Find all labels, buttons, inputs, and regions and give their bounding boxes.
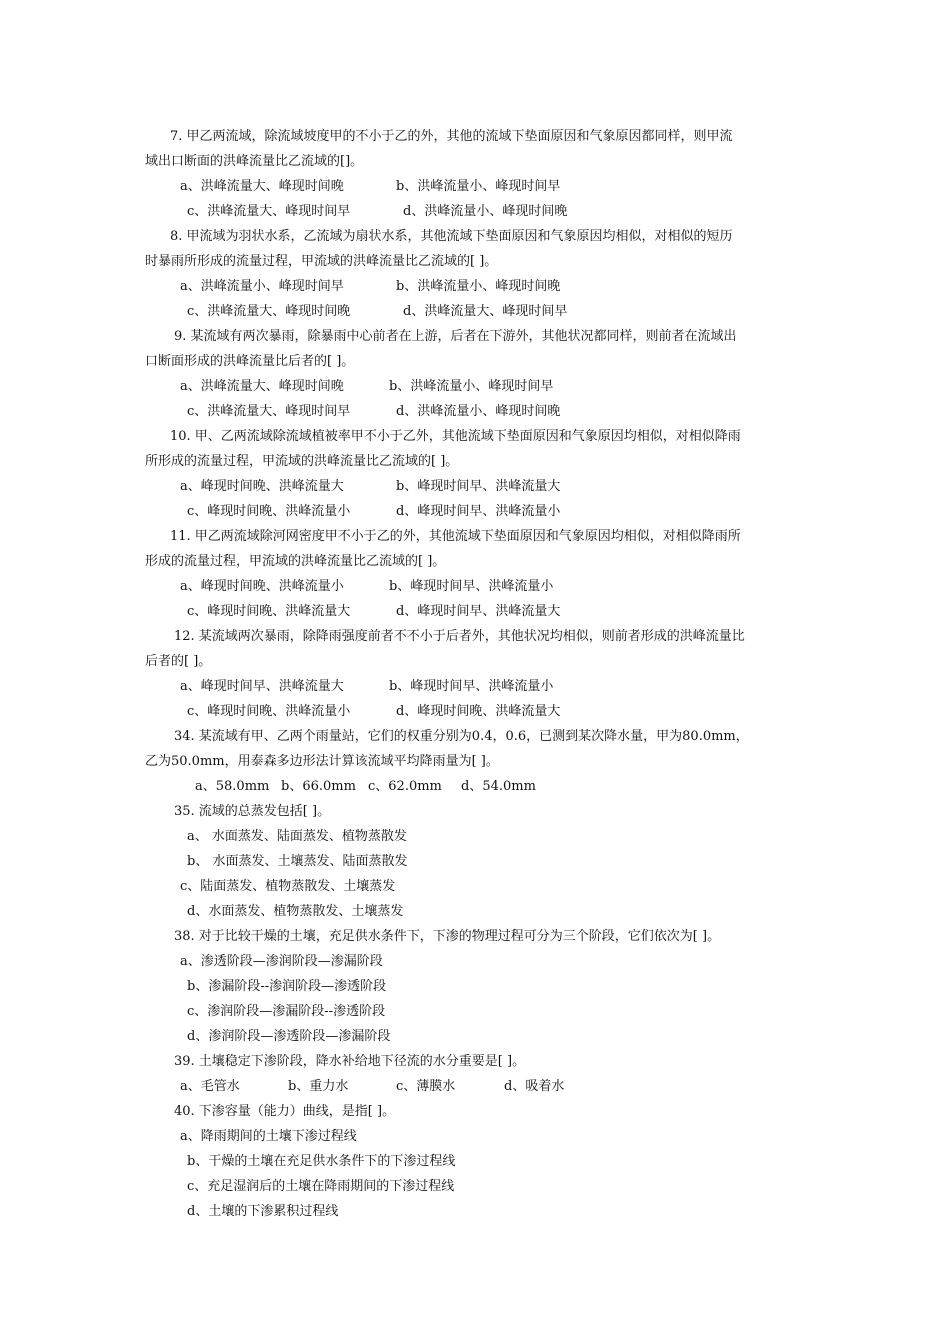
question-10-option-a: a、峰现时间晚、洪峰流量大 bbox=[180, 479, 344, 494]
question-11-option-a: a、峰现时间晚、洪峰流量小 bbox=[180, 579, 344, 594]
question-38-option-a: a、渗透阶段—渗润阶段—渗漏阶段 bbox=[180, 954, 383, 969]
question-38-option-c: c、渗润阶段—渗漏阶段--渗透阶段 bbox=[187, 1004, 386, 1019]
question-34-option-a: a、58.0mm bbox=[195, 779, 270, 794]
question-9-line-1: 9. 某流域有两次暴雨，除暴雨中心前者在上游，后者在下游外，其他状况都同样，则前者在流域出 bbox=[174, 329, 737, 344]
question-12-option-c: c、峰现时间晚、洪峰流量小 bbox=[187, 704, 351, 719]
question-10-option-d: d、峰现时间早、洪峰流量小 bbox=[396, 504, 561, 519]
question-34-line-2: 乙为50.0mm，用泰森多边形法计算该流域平均降雨量为[ ]。 bbox=[145, 754, 499, 769]
question-39-line-1: 39. 土壤稳定下渗阶段，降水补给地下径流的水分重要是[ ]。 bbox=[174, 1054, 526, 1069]
question-11-option-b: b、峰现时间早、洪峰流量小 bbox=[389, 579, 554, 594]
question-35-line-1: 35. 流域的总蒸发包括[ ]。 bbox=[174, 804, 331, 819]
question-8-option-c: c、洪峰流量大、峰现时间晚 bbox=[187, 304, 351, 319]
question-9-option-a: a、洪峰流量大、峰现时间晚 bbox=[180, 379, 344, 394]
question-9-option-d: d、洪峰流量小、峰现时间晚 bbox=[396, 404, 561, 419]
question-34-line-1: 34. 某流域有甲、乙两个雨量站，它们的权重分别为0.4，0.6，已测到某次降水量，甲为80.0mm， bbox=[174, 729, 749, 744]
question-8-option-d: d、洪峰流量大、峰现时间早 bbox=[403, 304, 568, 319]
question-40-option-b: b、干燥的土壤在充足供水条件下的下渗过程线 bbox=[187, 1154, 456, 1169]
question-9-line-2: 口断面形成的洪峰流量比后者的[ ]。 bbox=[145, 354, 355, 369]
question-38-option-d: d、渗润阶段—渗透阶段—渗漏阶段 bbox=[187, 1029, 391, 1044]
question-12-option-d: d、峰现时间晚、洪峰流量大 bbox=[396, 704, 561, 719]
question-8-line-2: 时暴雨所形成的流量过程，甲流域的洪峰流量比乙流域的[ ]。 bbox=[145, 254, 498, 269]
question-39-option-d: d、吸着水 bbox=[504, 1079, 565, 1094]
question-9-option-b: b、洪峰流量小、峰现时间早 bbox=[389, 379, 554, 394]
question-40-option-a: a、降雨期间的土壤下渗过程线 bbox=[180, 1129, 357, 1144]
question-8-line-1: 8. 甲流域为羽状水系，乙流域为扇状水系，其他流域下垫面原因和气象原因均相似，对相似的短历 bbox=[170, 229, 733, 244]
question-35-option-d: d、水面蒸发、植物蒸散发、土壤蒸发 bbox=[187, 904, 404, 919]
question-38-option-b: b、渗漏阶段--渗润阶段—渗透阶段 bbox=[187, 979, 387, 994]
question-39-option-b: b、重力水 bbox=[288, 1079, 349, 1094]
question-10-line-2: 所形成的流量过程，甲流域的洪峰流量比乙流域的[ ]。 bbox=[145, 454, 459, 469]
question-7-option-d: d、洪峰流量小、峰现时间晚 bbox=[403, 204, 568, 219]
question-7-line-1: 7. 甲乙两流域，除流域坡度甲的不小于乙的外，其他的流域下垫面原因和气象原因都同样，则甲流 bbox=[170, 129, 733, 144]
question-7-option-b: b、洪峰流量小、峰现时间早 bbox=[396, 179, 561, 194]
question-40-option-d: d、土壤的下渗累积过程线 bbox=[187, 1204, 339, 1219]
question-34-option-b: b、66.0mm bbox=[281, 779, 356, 794]
question-9-option-c: c、洪峰流量大、峰现时间早 bbox=[187, 404, 351, 419]
question-40-option-c: c、充足湿润后的土壤在降雨期间的下渗过程线 bbox=[187, 1179, 455, 1194]
question-34-option-c: c、62.0mm bbox=[368, 779, 442, 794]
question-39-option-c: c、薄膜水 bbox=[396, 1079, 456, 1094]
question-10-option-b: b、峰现时间早、洪峰流量大 bbox=[396, 479, 561, 494]
question-11-line-2: 形成的流量过程，甲流域的洪峰流量比乙流域的[ ]。 bbox=[145, 554, 446, 569]
question-40-line-1: 40. 下渗容量（能力）曲线，是指[ ]。 bbox=[174, 1104, 396, 1119]
question-39-option-a: a、毛管水 bbox=[180, 1079, 240, 1094]
question-12-option-a: a、峰现时间早、洪峰流量大 bbox=[180, 679, 344, 694]
question-8-option-a: a、洪峰流量小、峰现时间早 bbox=[180, 279, 344, 294]
question-38-line-1: 38. 对于比较干燥的土壤，充足供水条件下，下渗的物理过程可分为三个阶段，它们依次为[ ]。 bbox=[174, 929, 721, 944]
question-7-option-a: a、洪峰流量大、峰现时间晚 bbox=[180, 179, 344, 194]
question-10-option-c: c、峰现时间晚、洪峰流量小 bbox=[187, 504, 351, 519]
question-34-option-d: d、54.0mm bbox=[461, 779, 536, 794]
question-7-line-2: 域出口断面的洪峰流量比乙流域的[]。 bbox=[145, 154, 364, 169]
question-12-option-b: b、峰现时间早、洪峰流量小 bbox=[389, 679, 554, 694]
question-8-option-b: b、洪峰流量小、峰现时间晚 bbox=[396, 279, 561, 294]
question-11-option-c: c、峰现时间晚、洪峰流量大 bbox=[187, 604, 351, 619]
question-12-line-1: 12. 某流域两次暴雨，除降雨强度前者不不小于后者外，其他状况均相似，则前者形成的洪峰流量比 bbox=[174, 629, 745, 644]
question-10-line-1: 10. 甲、乙两流域除流域植被率甲不小于乙外，其他流域下垫面原因和气象原因均相似，对相似降雨 bbox=[170, 429, 741, 444]
question-35-option-c: c、陆面蒸发、植物蒸散发、土壤蒸发 bbox=[180, 879, 396, 894]
question-35-option-a: a、 水面蒸发、陆面蒸发、植物蒸散发 bbox=[187, 829, 407, 844]
question-35-option-b: b、 水面蒸发、土壤蒸发、陆面蒸散发 bbox=[187, 854, 408, 869]
question-11-option-d: d、峰现时间早、洪峰流量大 bbox=[396, 604, 561, 619]
question-7-option-c: c、洪峰流量大、峰现时间早 bbox=[187, 204, 351, 219]
question-12-line-2: 后者的[ ]。 bbox=[145, 654, 212, 669]
question-11-line-1: 11. 甲乙两流域除河网密度甲不小于乙的外，其他流域下垫面原因和气象原因均相似，对相似降雨所 bbox=[170, 529, 741, 544]
